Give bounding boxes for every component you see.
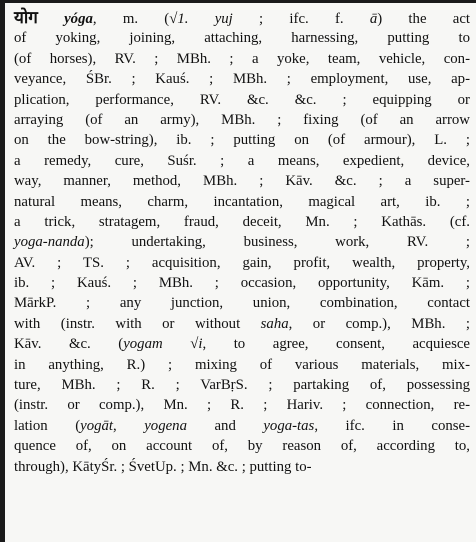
entry-text: ture, MBh. ; R. ; VarBṛS. ; partaking of, possessing [14, 377, 470, 394]
entry-text: (instr. or comp.), Mn. ; R. ; Hariv. ; connection, re- [14, 397, 470, 414]
entry-line [14, 457, 470, 477]
entry-text: of yoking, joining, attaching, harnessing, putting to [14, 30, 470, 47]
entry-text: , to agree, consent, acquiesce [202, 336, 470, 353]
entry-text: lation ( [14, 417, 81, 434]
entry-text: on the bow-string), ib. ; putting on (of armour), L. ; [14, 132, 470, 149]
entry-line [14, 192, 470, 212]
entry-line [14, 375, 470, 395]
entry-line [14, 110, 470, 130]
entry-text: in anything, R.) ; mixing of various materials, mix- [14, 356, 470, 373]
entry-text: veyance, ŚBr. ; Kauś. ; MBh. ; employment, use, ap- [14, 71, 470, 88]
entry-text: (of horses), RV. ; MBh. ; a yoke, team, vehicle, con- [14, 50, 470, 67]
entry-text: natural means, charm, incantation, magical art, ib. ; [14, 193, 470, 210]
entry-line [14, 232, 470, 252]
italic-term: yoga-nanda [14, 234, 85, 251]
entry-line [14, 90, 470, 110]
entry-text: MārkP. ; any junction, union, combination, contact [14, 295, 470, 312]
entry-line [14, 416, 470, 436]
entry-text: through), KātyŚr. ; ŚvetUp. ; Mn. &c. ; putting to- [14, 458, 312, 475]
page-edge-top [0, 0, 476, 3]
entry-line [14, 69, 470, 89]
entry-line [14, 293, 470, 313]
entry-text: ib. ; Kauś. ; MBh. ; occasion, opportunity, Kām. ; [14, 275, 470, 292]
entry-text: a trick, stratagem, fraud, deceit, Mn. ; Kathās. (cf. [14, 213, 470, 230]
entry-text: , [113, 417, 145, 434]
entry-text: and [186, 417, 264, 434]
entry-text: , m. ( [92, 11, 170, 27]
italic-term: yogāt [80, 417, 114, 434]
entry-line [14, 395, 470, 415]
entry-text: way, manner, method, MBh. ; Kāv. &c. ; a super- [14, 173, 470, 190]
entry-line [14, 28, 470, 48]
entry-line [14, 130, 470, 150]
headword-devanagari: योग [14, 8, 38, 28]
entry-text: ; ifc. f. [232, 11, 370, 27]
headword-roman: yóga [64, 11, 93, 27]
italic-term: saha [260, 315, 289, 332]
entry-line [14, 436, 470, 456]
entry-line [14, 355, 470, 375]
entry-text: with (instr. with or without [14, 315, 261, 332]
italic-term: yogam √i [123, 336, 203, 353]
entry-line [14, 253, 470, 273]
entry-text: arraying (of an army), MBh. ; fixing (of an arrow [14, 111, 470, 128]
entry-text [38, 11, 64, 27]
entry-line [14, 314, 470, 334]
entry-text: , or comp.), MBh. ; [288, 315, 470, 332]
page-edge-left [0, 0, 5, 542]
italic-term: yogena [144, 417, 187, 434]
entry-text: ); undertaking, business, work, RV. ; [84, 234, 470, 251]
italic-term: √1. yuj [169, 11, 233, 27]
entry-text: ) the act [377, 11, 471, 27]
entry-text: Kāv. &c. ( [14, 336, 124, 353]
dictionary-entry [14, 8, 470, 477]
entry-line [14, 273, 470, 293]
entry-line [14, 334, 470, 354]
entry-text: quence of, on account of, by reason of, according to, [14, 438, 470, 455]
entry-line [14, 8, 470, 28]
entry-line [14, 49, 470, 69]
entry-text: plication, performance, RV. &c. &c. ; equipping or [14, 91, 470, 108]
entry-line [14, 171, 470, 191]
entry-text: a remedy, cure, Suśr. ; a means, expedient, device, [14, 152, 470, 169]
entry-text: , ifc. in conse- [314, 417, 470, 434]
italic-term: yoga-tas [263, 417, 315, 434]
entry-text: AV. ; TS. ; acquisition, gain, profit, wealth, property, [14, 254, 470, 271]
italic-term: ā [369, 11, 378, 27]
entry-line [14, 151, 470, 171]
entry-line [14, 212, 470, 232]
